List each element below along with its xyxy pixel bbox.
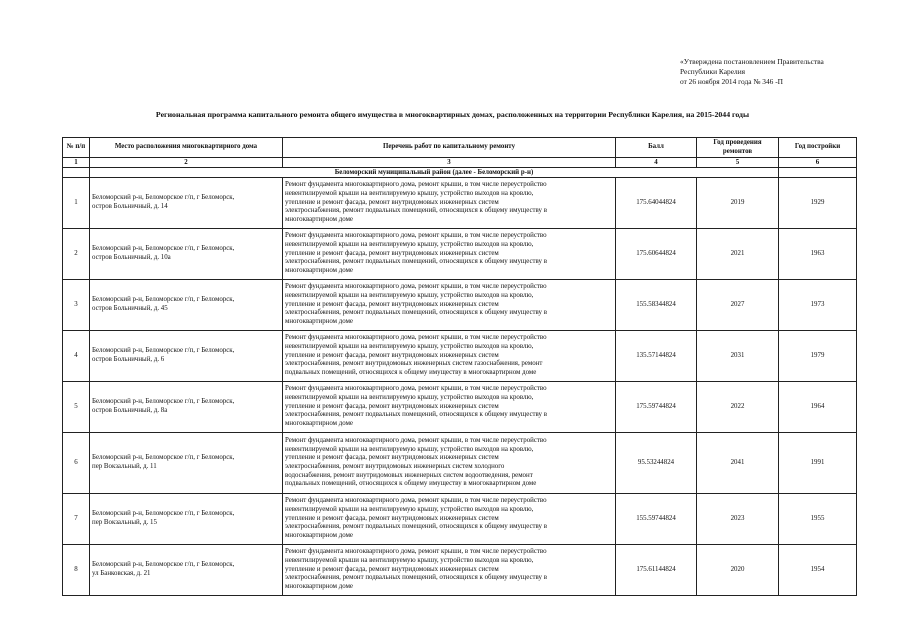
- header-built-year: Год постройки: [779, 138, 857, 158]
- works-line: невентилируемой крыши на вентилируемую крышу, устройство выходов на кровлю,: [285, 240, 534, 248]
- row-address: [90, 433, 283, 494]
- works-line: электроснабжения, ремонт подвальных помещений, относящихся к общему имуществу в: [285, 574, 547, 582]
- address-line: Беломорский р-н, Беломорское г/п, г Беломорск,: [92, 398, 235, 406]
- row-works: [283, 331, 616, 382]
- header-works: Перечень работ по капитальному ремонту: [283, 138, 616, 158]
- works-line: Ремонт фундамента многоквартирного дома, ремонт крыши, в том числе переустройство: [285, 334, 547, 342]
- row-address: [90, 280, 283, 331]
- works-line: утепление и ремонт фасада, ремонт внутридомовых инженерных систем: [285, 198, 499, 206]
- table-row: [63, 178, 857, 229]
- works-line: водоснабжения, ремонт внутридомовых инженерных систем водоотведения, ремонт: [285, 471, 533, 479]
- works-line: невентилируемой крыши на вентилируемую крышу, устройство выходов на кровлю,: [285, 291, 534, 299]
- works-line: невентилируемой крыши на вентилируемую крышу, устройство выходов на кровлю,: [285, 445, 534, 453]
- address-line: Беломорский р-н, Беломорское г/п, г Беломорск,: [92, 194, 235, 202]
- works-line: электроснабжения, ремонт подвальных помещений, относящихся к общему имуществу в: [285, 523, 547, 531]
- address-line: Беломорский р-н, Беломорское г/п, г Беломорск,: [92, 510, 235, 518]
- table-row: [63, 280, 857, 331]
- address-line: Беломорский р-н, Беломорское г/п, г Беломорск,: [92, 454, 235, 462]
- works-line: электроснабжения, ремонт подвальных помещений, относящихся к общему имуществу в: [285, 207, 547, 215]
- works-line: многоквартирном доме: [285, 583, 353, 591]
- row-built-year: 1929: [779, 178, 857, 229]
- row-repair-year: 2027: [697, 280, 779, 331]
- works-line: электроснабжения, ремонт подвальных помещений, относящихся к общему имуществу в: [285, 309, 547, 317]
- works-line: невентилируемой крыши на вентилируемую крышу, устройство выходов на кровлю,: [285, 189, 534, 197]
- works-line: невентилируемой крыши на вентилируемую крышу, устройство выходов на кровлю,: [285, 556, 534, 564]
- address-line: остров Больничный, д. 8а: [92, 407, 168, 414]
- works-line: невентилируемой крыши на вентилируемую крышу, устройство выходов на кровлю,: [285, 393, 534, 401]
- header-score: Балл: [616, 138, 697, 158]
- table-row: [63, 229, 857, 280]
- address-line: остров Больничный, д. 14: [92, 203, 168, 210]
- row-built-year: 1963: [779, 229, 857, 280]
- works-line: утепление и ремонт фасада, ремонт внутридомовых инженерных систем: [285, 300, 499, 308]
- column-number: 3: [283, 158, 616, 168]
- works-line: утепление и ремонт фасада, ремонт внутридомовых инженерных систем: [285, 351, 499, 359]
- row-score: 175.61144824: [616, 545, 697, 596]
- works-line: электроснабжения, ремонт внутридомовых инженерных систем газоснабжения, ремонт: [285, 360, 543, 368]
- row-number: 8: [63, 545, 90, 596]
- row-works: [283, 280, 616, 331]
- row-address: [90, 178, 283, 229]
- program-table: [62, 137, 857, 596]
- approval-line: «Утверждена постановлением Правительства: [680, 57, 824, 66]
- column-numbers-row: [63, 158, 857, 168]
- row-repair-year: 2022: [697, 382, 779, 433]
- works-line: Ремонт фундамента многоквартирного дома, ремонт крыши, в том числе переустройство: [285, 548, 547, 556]
- address-line: остров Больничный, д. 10а: [92, 254, 171, 261]
- address-line: Беломорский р-н, Беломорское г/п, г Беломорск,: [92, 561, 235, 569]
- works-line: утепление и ремонт фасада, ремонт внутридомовых инженерных систем: [285, 402, 499, 410]
- region-spacer: [63, 168, 90, 178]
- address-line: ул Банковская, д. 21: [92, 570, 151, 577]
- works-line: невентилируемой крыши на вентилируемую крышу, устройство выходов на кровлю,: [285, 342, 534, 350]
- table-row: [63, 382, 857, 433]
- row-works: [283, 382, 616, 433]
- row-repair-year: 2023: [697, 494, 779, 545]
- row-number: 1: [63, 178, 90, 229]
- works-line: утепление и ремонт фасада, ремонт внутридомовых инженерных систем: [285, 249, 499, 257]
- row-score: 95.53244824: [616, 433, 697, 494]
- row-address: [90, 229, 283, 280]
- address-line: Беломорский р-н, Беломорское г/п, г Беломорск,: [92, 245, 235, 253]
- row-score: 135.57144824: [616, 331, 697, 382]
- row-repair-year: 2031: [697, 331, 779, 382]
- row-repair-year: 2020: [697, 545, 779, 596]
- works-line: многоквартирном доме: [285, 532, 353, 540]
- row-number: 2: [63, 229, 90, 280]
- row-built-year: 1954: [779, 545, 857, 596]
- row-score: 175.60644824: [616, 229, 697, 280]
- address-line: остров Больничный, д. 6: [92, 356, 165, 363]
- address-line: Беломорский р-н, Беломорское г/п, г Беломорск,: [92, 347, 235, 355]
- row-address: [90, 331, 283, 382]
- row-score: 175.64044824: [616, 178, 697, 229]
- works-line: электроснабжения, ремонт подвальных помещений, относящихся к общему имуществу в: [285, 258, 547, 266]
- row-number: 6: [63, 433, 90, 494]
- works-line: Ремонт фундамента многоквартирного дома, ремонт крыши, в том числе переустройство: [285, 497, 547, 505]
- column-number: 4: [616, 158, 697, 168]
- row-repair-year: 2019: [697, 178, 779, 229]
- table-row: [63, 494, 857, 545]
- column-number: 6: [779, 158, 857, 168]
- approval-note: [680, 57, 895, 87]
- row-built-year: 1973: [779, 280, 857, 331]
- row-number: 5: [63, 382, 90, 433]
- row-works: [283, 494, 616, 545]
- works-line: утепление и ремонт фасада, ремонт внутридомовых инженерных систем: [285, 454, 499, 462]
- works-line: Ремонт фундамента многоквартирного дома, ремонт крыши, в том числе переустройство: [285, 181, 547, 189]
- works-line: многоквартирном доме: [285, 318, 353, 326]
- approval-line: Республики Карелия: [680, 67, 746, 76]
- works-line: Ремонт фундамента многоквартирного дома, ремонт крыши, в том числе переустройство: [285, 283, 547, 291]
- address-line: Беломорский р-н, Беломорское г/п, г Беломорск,: [92, 296, 235, 304]
- column-number: 1: [63, 158, 90, 168]
- address-line: остров Больничный, д. 45: [92, 305, 168, 312]
- works-line: многоквартирном доме: [285, 420, 353, 428]
- address-line: пер Вокзальный, д. 15: [92, 519, 157, 526]
- row-works: [283, 433, 616, 494]
- works-line: утепление и ремонт фасада, ремонт внутридомовых инженерных систем: [285, 514, 499, 522]
- row-repair-year: 2041: [697, 433, 779, 494]
- row-address: [90, 382, 283, 433]
- row-built-year: 1964: [779, 382, 857, 433]
- header-row: [63, 138, 857, 158]
- table-row: [63, 433, 857, 494]
- column-number: 2: [90, 158, 283, 168]
- works-line: электроснабжения, ремонт подвальных помещений, относящихся к общему имуществу в: [285, 411, 547, 419]
- works-line: многоквартирном доме: [285, 267, 353, 275]
- document-title: Региональная программа капитального ремонта общего имущества в многоквартирных домах, расположенных на территории Республики Карелия, на 2015-2044 годы: [155, 110, 750, 119]
- works-line: подвальных помещений, относящихся к общему имуществу в многоквартирном доме: [285, 369, 537, 377]
- region-spacer: [779, 168, 857, 178]
- works-line: Ремонт фундамента многоквартирного дома, ремонт крыши, в том числе переустройство: [285, 385, 547, 393]
- header-repair-year: Год проведения ремонтов: [697, 138, 779, 158]
- row-works: [283, 229, 616, 280]
- header-address: Место расположения многоквартирного дома: [90, 138, 283, 158]
- row-number: 4: [63, 331, 90, 382]
- region-label: Беломорский муниципальный район (далее - Беломорский р-н): [90, 168, 779, 178]
- works-line: невентилируемой крыши на вентилируемую крышу, устройство выходов на кровлю,: [285, 505, 534, 513]
- works-line: утепление и ремонт фасада, ремонт внутридомовых инженерных систем: [285, 565, 499, 573]
- row-built-year: 1979: [779, 331, 857, 382]
- region-row: [63, 168, 857, 178]
- row-built-year: 1955: [779, 494, 857, 545]
- works-line: многоквартирном доме: [285, 216, 353, 224]
- row-score: 155.58344824: [616, 280, 697, 331]
- header-number: № п/п: [63, 138, 90, 158]
- row-address: [90, 494, 283, 545]
- row-works: [283, 545, 616, 596]
- works-line: Ремонт фундамента многоквартирного дома, ремонт крыши, в том числе переустройство: [285, 232, 547, 240]
- row-number: 7: [63, 494, 90, 545]
- table-row: [63, 331, 857, 382]
- table-row: [63, 545, 857, 596]
- works-line: электроснабжения, ремонт внутридомовых инженерных систем холодного: [285, 463, 505, 470]
- column-number: 5: [697, 158, 779, 168]
- address-line: пер Вокзальный, д. 11: [92, 463, 157, 470]
- works-line: Ремонт фундамента многоквартирного дома, ремонт крыши, в том числе переустройство: [285, 436, 547, 444]
- row-number: 3: [63, 280, 90, 331]
- approval-line: от 26 ноября 2014 года № 346 -П: [680, 77, 784, 86]
- row-address: [90, 545, 283, 596]
- works-line: подвальных помещений, относящихся к общему имуществу в многоквартирном доме: [285, 480, 537, 488]
- row-score: 175.59744824: [616, 382, 697, 433]
- row-score: 155.59744824: [616, 494, 697, 545]
- row-built-year: 1991: [779, 433, 857, 494]
- row-repair-year: 2021: [697, 229, 779, 280]
- row-works: [283, 178, 616, 229]
